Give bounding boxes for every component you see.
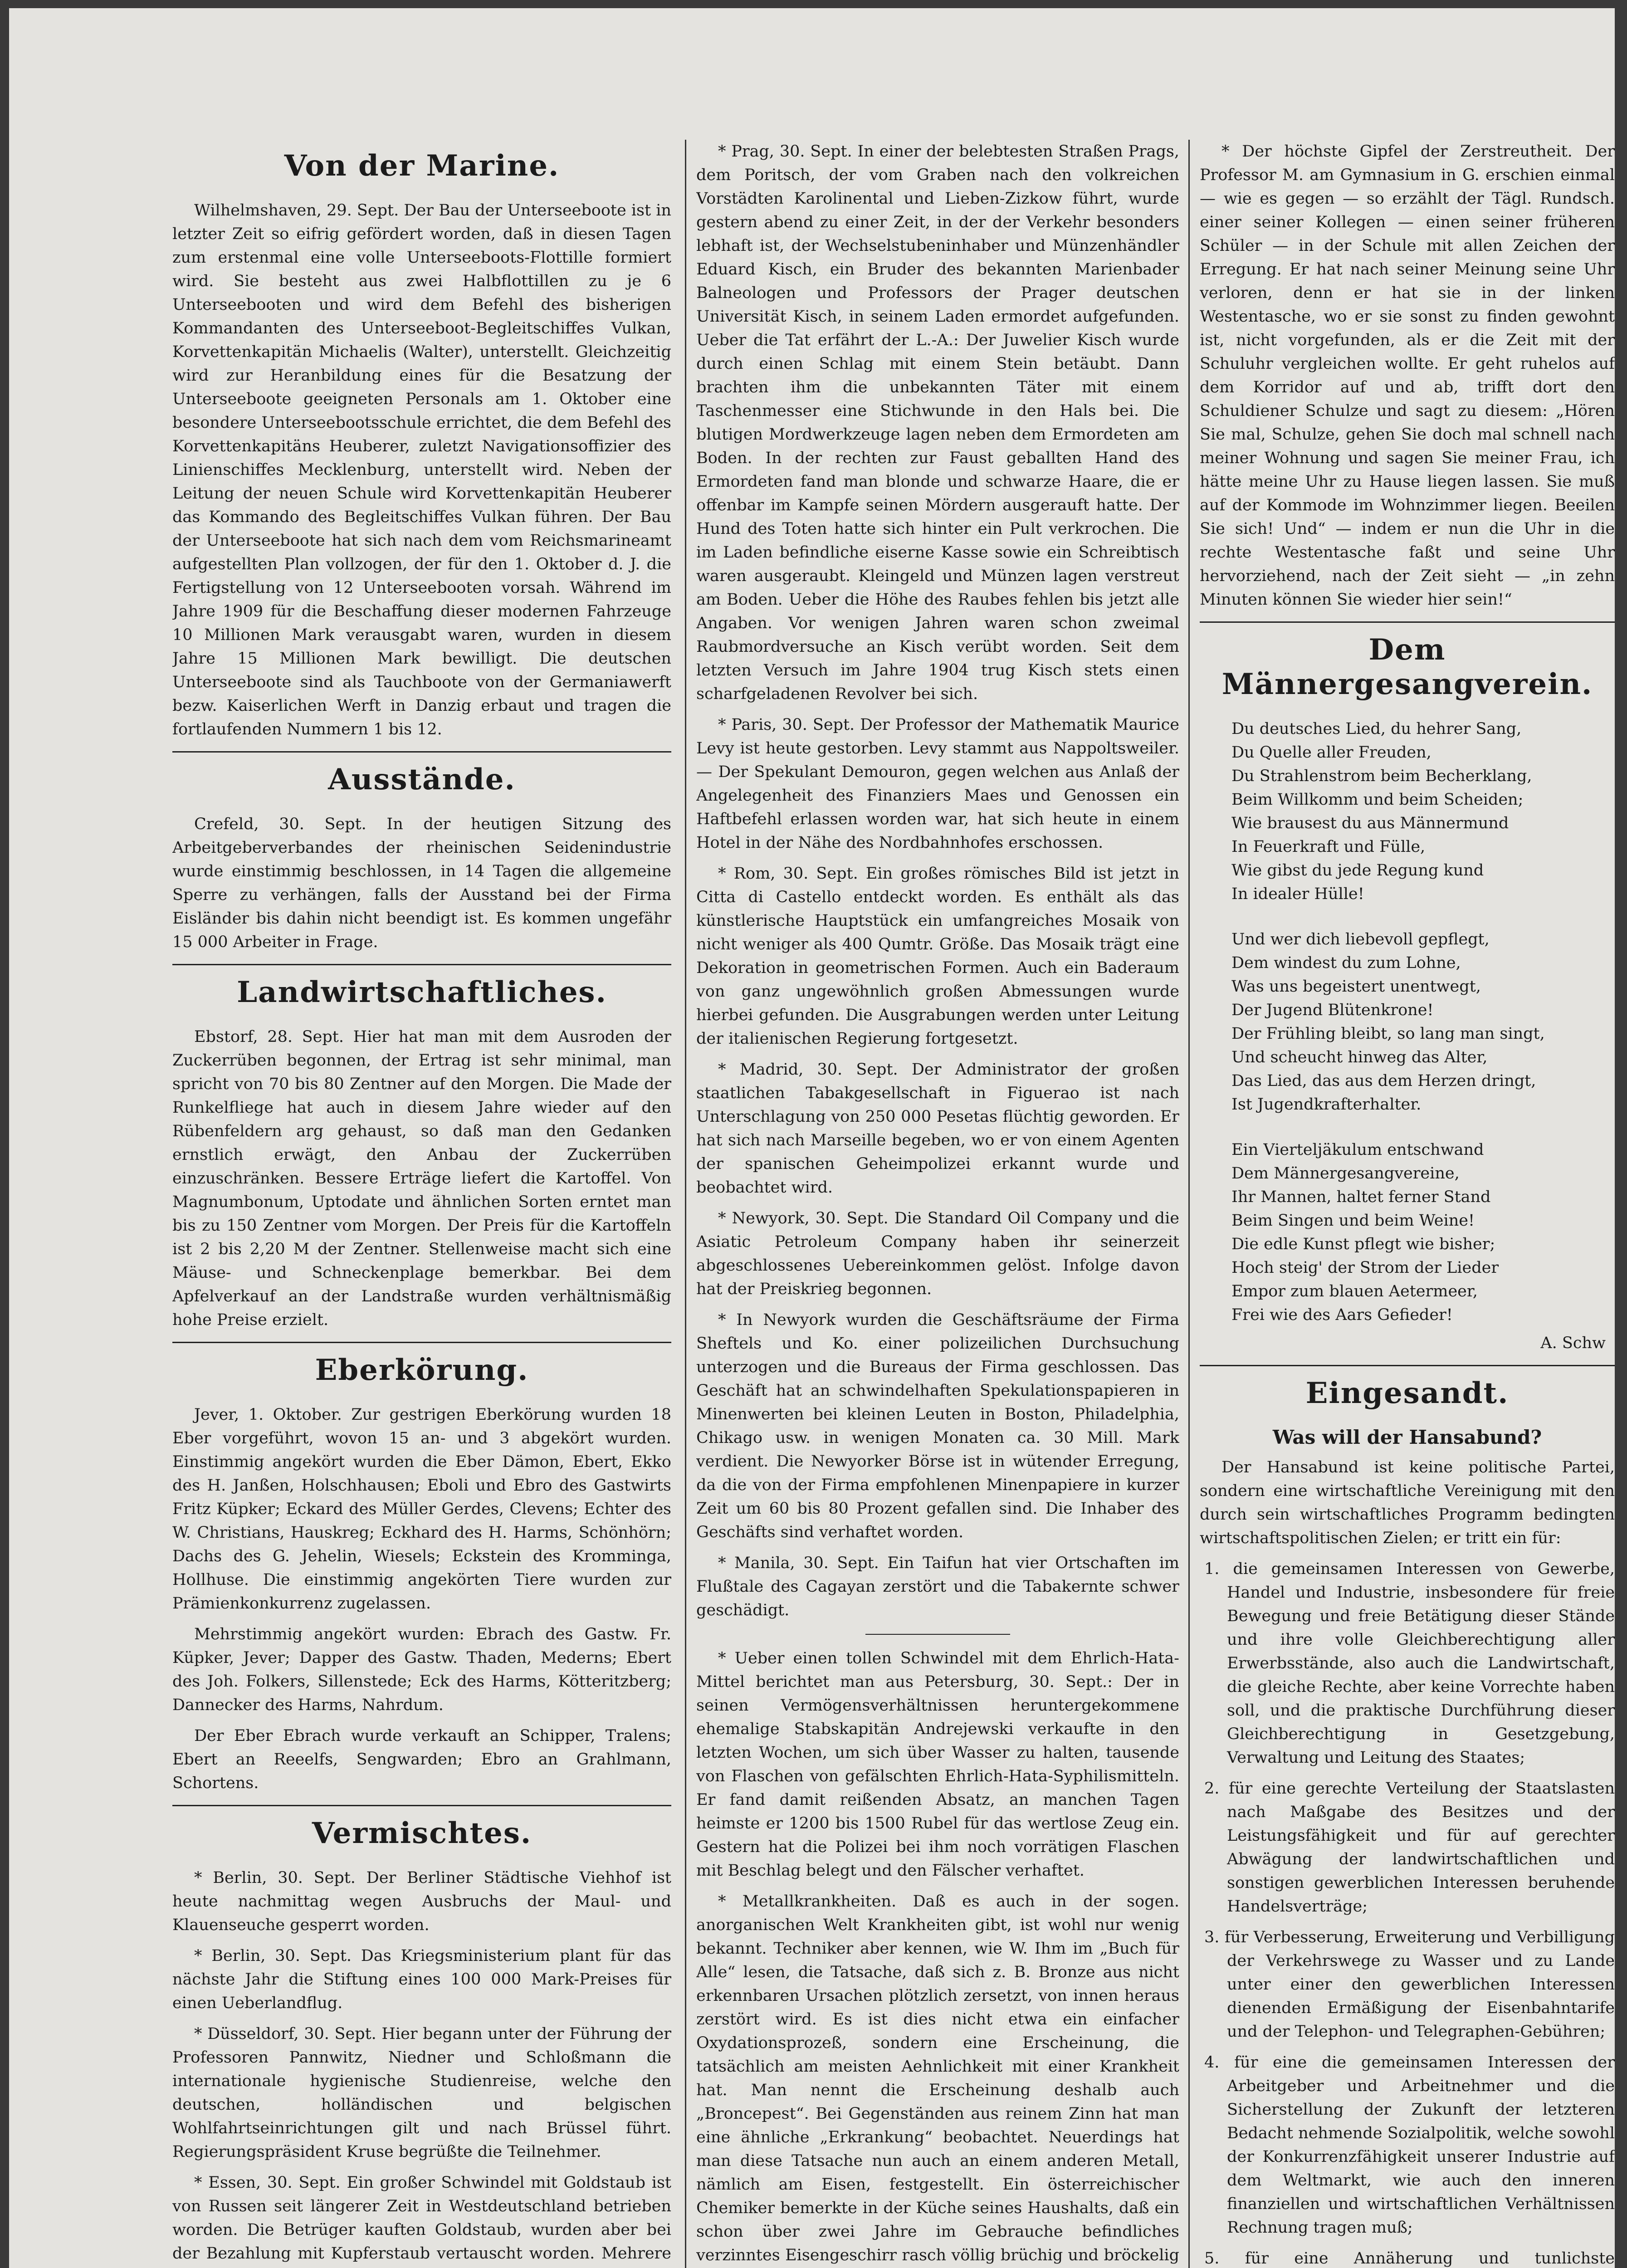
poem-title: Dem Männergesangverein.: [1221, 633, 1593, 701]
poem-line: Die edle Kunst pflegt wie bisher;: [1231, 1235, 1495, 1253]
article-paragraph: Mehrstimmig angekört wurden: Ebrach des Gastw. Fr. Küpker, Jever; Dapper des Gastw. Thaden, Mederns; Ebert des Joh. Folkers, Sillenstede; Eck des Harms, Kötteritzberg; Dannecker des Harms, Nahrdum.: [172, 1625, 671, 1714]
poem-line: Frei wie des Aars Gefieder!: [1231, 1306, 1453, 1324]
list-item: 5. für eine Annäherung und tunlichste: [1204, 2249, 1615, 2268]
poem-line: Du Strahlenstrom beim Becherklang,: [1231, 767, 1532, 785]
list-item: 3. für Verbesserung, Erweiterung und Verbilligung der Verkehrswege zu Wasser und zu Lande unter einer den gewerblichen Interessen dienenden Ermäßigung der Eisenbahntarife und der Telephon- und Telegraphen-Gebühren;: [1204, 1928, 1615, 2041]
section-title-landwirtschaft: Landwirtschaftliches.: [237, 975, 607, 1009]
article-paragraph: * Der höchste Gipfel der Zerstreutheit. Der Professor M. am Gymnasium in G. erschien einmal — wie es gegen — so erzählt der Tägl. Rundsch. einer seiner Kollegen — einen seiner früheren Schüler — in der Schule mit allen Zeichen der Erregung. Er hat nach seiner Meinung seine Uhr verloren, denn er hat sie in der linken Westentasche, wo er sie sonst zu finden gewohnt ist, nicht vorgefunden, als er die Zeit mit der Schuluhr vergleichen wollte. Er geht ruhelos auf dem Korridor auf und ab, trifft dort den Schuldiener Schulze und sagt zu diesem: „Hören Sie mal, Schulze, gehen Sie doch mal schnell nach meiner Wohnung und sagen Sie meiner Frau, ich hätte meine Uhr zu Hause liegen lassen. Sie muß auf der Kommode im Wohnzimmer liegen. Beeilen Sie sich! Und“ — indem er nun die Uhr in die rechte Westentasche faßt und seine Uhr hervorziehend, nach der Zeit sieht — „in zehn Minuten können Sie wieder hier sein!“: [1200, 142, 1615, 609]
poem-line: Das Lied, das aus dem Herzen dringt,: [1231, 1072, 1536, 1090]
poem-line: Dem Männergesangvereine,: [1231, 1164, 1460, 1183]
poem-line: Du Quelle aller Freuden,: [1231, 743, 1432, 762]
section-divider: [1200, 1365, 1615, 1366]
article-paragraph: * Paris, 30. Sept. Der Professor der Mathematik Maurice Levy ist heute gestorben. Levy stammt aus Nappoltsweiler. — Der Spekulant Demouron, gegen welchen aus Anlaß der Angelegenheit des Finanziers Maes und Genossen ein Haftbefehl erlassen worden war, hat sich heute in einem Hotel in der Nähe des Nordbahnhofes erschossen.: [696, 716, 1179, 852]
article-paragraph: Jever, 1. Oktober. Zur gestrigen Eberkörung wurden 18 Eber vorgeführt, wovon 15 an- und 3 abgekört wurden. Einstimmig angekört wurden die Eber Dämon, Ebert, Ekko des H. Janßen, Holschhausen; Eboli und Ebro des Gastwirts Fritz Küpker; Eckard des Müller Gerdes, Clevens; Echter des W. Christians, Hauskreg; Eckhard des H. Harms, Schönhörn; Dachs des G. Jehelin, Wiesels; Eckstein des Kromminga, Hollhuse. Die einstimmig angekörten Tiere wurden zur Prämienkonkurrenz zugelassen.: [172, 1406, 671, 1613]
poem-line: Beim Singen und beim Weine!: [1231, 1212, 1475, 1230]
right-column: [1200, 140, 1615, 2268]
stanza-gap: [1200, 906, 1615, 928]
middle-column: [696, 140, 1179, 2268]
poem-line: Der Frühling bleibt, so lang man singt,: [1231, 1025, 1545, 1043]
article-paragraph: * Essen, 30. Sept. Ein großer Schwindel mit Goldstaub ist von Russen seit längerer Zeit in Westdeutschland betrieben worden. Die Betrüger kauften Goldstaub, wurden aber bei der Bezahlung mit Kupferstaub vertauscht worden. Mehrere: [172, 2174, 671, 2263]
article-paragraph: Crefeld, 30. Sept. In der heutigen Sitzung des Arbeitgeberverbandes der rheinischen Seidenindustrie wurde einstimmig beschlossen, in 14 Tagen die allgemeine Sperre zu verhängen, falls der Ausstand bei der Firma Eisländer bis dahin nicht beendigt ist. Es kommen ungefähr 15 000 Arbeiter in Frage.: [172, 815, 671, 951]
article-paragraph: * In Newyork wurden die Geschäftsräume der Firma Sheftels und Ko. einer polizeilichen Durchsuchung unterzogen und die Bureaus der Firma geschlossen. Das Geschäft hat an schwindelhaften Spekulationspapieren in Minenwerten bei kleinen Leuten in Boston, Philadelphia, Chikago usw. in wenigen Monaten ca. 30 Mill. Mark verdient. Die Newyorker Börse ist in wütender Erregung, da die von der Firma empfohlenen Minenpapiere in kurzer Zeit um 60 bis 80 Prozent gefallen sind. Die Inhaber des Geschäfts sind verhaftet worden.: [696, 1311, 1179, 1541]
eingesandt-subtitle: Was will der Hansabund?: [1272, 1426, 1542, 1448]
article-paragraph: * Manila, 30. Sept. Ein Taifun hat vier Ortschaften im Flußtale des Cagayan zerstört und die Tabakernte schwer geschädigt.: [696, 1554, 1179, 1619]
poem-line: Ein Vierteljäkulum entschwand: [1231, 1141, 1484, 1159]
column-divider-1: [685, 140, 686, 2268]
section-divider: [172, 964, 671, 965]
section-divider: [172, 1342, 671, 1343]
article-paragraph: * Madrid, 30. Sept. Der Administrator der großen staatlichen Tabakgesellschaft in Figuerao ist nach Unterschlagung von 250 000 Pesetas flüchtig geworden. Er hat sich nach Marseille begeben, wo er von einem Agenten der spanischen Geheimpolizei erkannt wurde und beobachtet wird.: [696, 1061, 1179, 1197]
article-paragraph: * Berlin, 30. Sept. Das Kriegsministerium plant für das nächste Jahr die Stiftung eines 100 000 Mark-Preises für einen Ueberlandflug.: [172, 1947, 671, 2012]
eingesandt-title: Eingesandt.: [1305, 1376, 1509, 1410]
poem-line: In Feuerkraft und Fülle,: [1231, 838, 1426, 856]
article-paragraph: Ebstorf, 28. Sept. Hier hat man mit dem Ausroden der Zuckerrüben begonnen, der Ertrag ist sehr minimal, man spricht von 70 bis 80 Zentner auf den Morgen. Die Made der Runkelfliege hat auch in diesem Jahre wieder auf den Rübenfeldern arg gehaust, so daß man den Gedanken ernstlich erwägt, den Anbau der Zuckerrüben einzuschränken. Bessere Erträge liefert die Kartoffel. Von Magnumbonum, Uptodate und ähnlichen Sorten erntet man bis zu 150 Zentner vom Morgen. Der Preis für die Kartoffeln ist 2 bis 2,20 M der Zentner. Stellenweise macht sich eine Mäuse- und Schneckenplage bemerkbar. Bei dem Apfelverkauf an der Landstraße wurden verhältnismäßig hohe Preise erzielt.: [172, 1028, 671, 1329]
section-divider: [1200, 621, 1615, 623]
list-item: 1. die gemeinsamen Interessen von Gewerbe, Handel und Industrie, insbesondere für freie Bewegung und freie Betätigung dieser Stände und ihre volle Gleichberechtigung aller Erwerbsstände, also auch die Landwirtschaft, die gleiche Rechte, aber keine Vorrechte haben soll, und die praktische Durchführung dieser Gleichberechtigung in Gesetzgebung, Verwaltung und Leitung des Staates;: [1204, 1560, 1615, 1767]
article-paragraph: * Metallkrankheiten. Daß es auch in der sogen. anorganischen Welt Krankheiten gibt, ist wohl nur wenig bekannt. Techniker aber kennen, wie W. Ihm im „Buch für Alle“ lesen, die Tatsache, daß sich z. B. Bronze aus nicht erkennbaren Ursachen plötzlich zersetzt, von innen heraus zerstört wird. Es ist dies nicht etwa ein einfacher Oxydationsprozeß, sondern eine Erscheinung, die tatsächlich am meisten Aehnlichkeit mit einer Krankheit hat. Man nennt die Erscheinung deshalb auch „Broncepest“. Bei Gegenständen aus reinem Zinn hat man eine ähnliche „Erkrankung“ beobachtet. Neuerdings hat man diese Tatsache nun auch an einem anderen Metall, nämlich am Eisen, festgestellt. Ein österreichischer Chemiker bemerkte in der Küche seines Haushalts, daß ein schon über zwei Jahre im Gebrauche befindliches verzinntes Eisengeschirr rasch völlig brüchig und bröckelig: [696, 1892, 1179, 2264]
article-paragraph: Wilhelmshaven, 29. Sept. Der Bau der Unterseeboote ist in letzter Zeit so eifrig gefördert worden, daß in diesen Tagen zum erstenmal eine volle Unterseeboots-Flottille formiert wird. Sie besteht aus zwei Halbflottillen zu je 6 Unterseebooten und wird dem Befehl des bisherigen Kommandanten des Unterseeboot-Begleitschiffes Vulkan, Korvettenkapitän Michaelis (Walter), unterstellt. Gleichzeitig wird zur Heranbildung eines für die Besatzung der Unterseeboote geeigneten Personals am 1. Oktober eine besondere Unterseebootsschule errichtet, die dem Befehl des Korvettenkapitäns Heuberer, zuletzt Navigationsoffizier des Linienschiffes Mecklenburg, unterstellt wird. Neben der Leitung der neuen Schule wird Korvettenkapitän Heuberer das Kommando des Begleitschiffes Vulkan führen. Der Bau der Unterseeboote hat sich nach dem vom Reichsmarineamt aufgestellten Plan vollzogen, der für den 1. Oktober d. J. die Fertigstellung von 12 Unterseebooten vorsah. Während im Jahre 1909 für die Beschaffung dieser modernen Fahrzeuge 10 Millionen Mark verausgabt waren, wurden in diesem Jahre 15 Millionen Mark bewilligt. Die deutschen Unterseeboote sind als Tauchboote von der Germaniawerft bezw. Kaiserlichen Werft in Danzig erbaut und tragen die fortlaufenden Nummern 1 bis 12.: [172, 201, 671, 738]
article-paragraph: * Düsseldorf, 30. Sept. Hier begann unter der Führung der Professoren Pannwitz, Niedner und Schloßmann die internationale hygienische Studienreise, welche den deutschen, holländischen und belgischen Wohlfahrtseinrichtungen gilt und nach Brüssel führt. Regierungspräsident Kruse begrüßte die Teilnehmer.: [172, 2025, 671, 2161]
list-item: 2. für eine gerechte Verteilung der Staatslasten nach Maßgabe des Besitzes und der Leistungsfähigkeit und für auf gerechter Abwägung der landwirtschaftlichen und sonstigen gewerblichen Interessen beruhende Handelsverträge;: [1204, 1779, 1615, 1916]
article-paragraph: * Prag, 30. Sept. In einer der belebtesten Straßen Prags, dem Poritsch, der vom Graben nach den volkreichen Vorstädten Karolinental und Lieben-Zizkow führt, wurde gestern abend zu einer Zeit, in der der Verkehr besonders lebhaft ist, der Wechselstubeninhaber und Münzenhändler Eduard Kisch, ein Bruder des bekannten Marienbader Balneologen und Professors der Prager deutschen Universität Kisch, in seinem Laden ermordet aufgefunden. Ueber die Tat erfährt der L.-A.: Der Juwelier Kisch wurde durch einen Schlag mit einem Stein betäubt. Dann brachten ihm die unbekannten Täter mit einem Taschenmesser eine Stichwunde in den Hals bei. Die blutigen Mordwerkzeuge lagen neben dem Ermordeten am Boden. In der rechten zur Faust geballten Hand des Ermordeten fand man blonde und schwarze Haare, die er offenbar im Kampfe seinen Mördern ausgerauft hatte. Der Hund des Toten hatte sich hinter ein Pult verkrochen. Die im Laden befindliche eiserne Kasse sowie ein Schreibtisch waren ausgeraubt. Kleingeld und Münzen lagen verstreut am Boden. Ueber die Höhe des Raubes fehlen bis jetzt alle Angaben. Vor wenigen Jahren waren schon zweimal Raubmordversuche an Kisch verübt worden. Seit dem letzten Versuch im Jahre 1904 trug Kisch stets einen scharfgeladenen Revolver bei sich.: [696, 142, 1179, 703]
poem-line: Du deutsches Lied, du hehrer Sang,: [1231, 720, 1522, 738]
poem-line: Und wer dich liebevoll gepflegt,: [1231, 930, 1490, 948]
article-paragraph: * Newyork, 30. Sept. Die Standard Oil Company und die Asiatic Petroleum Company haben ihr seinerzeit abgeschlossenes Uebereinkommen gelöst. Infolge davon hat der Preiskrieg begonnen.: [696, 1209, 1179, 1298]
section-divider: [172, 1805, 671, 1806]
stanza-gap: [1200, 1116, 1615, 1138]
poem: [1200, 717, 1615, 1355]
hansabund-list: [1200, 1557, 1615, 2268]
poem-line: Was uns begeistert unentwegt,: [1231, 978, 1481, 996]
poem-line: Wie brausest du aus Männermund: [1231, 814, 1509, 832]
section-title-marine: Von der Marine.: [284, 149, 560, 183]
left-column: [172, 140, 671, 2268]
column-divider-2: [1188, 140, 1190, 2268]
article-paragraph: Der Eber Ebrach wurde verkauft an Schipper, Tralens; Ebert an Reeelfs, Sengwarden; Ebro an Grahlmann, Schortens.: [172, 1727, 671, 1792]
poem-line: Hoch steig' der Strom der Lieder: [1231, 1259, 1499, 1277]
poem-line: Und scheucht hinweg das Alter,: [1231, 1048, 1488, 1066]
article-paragraph: * Ueber einen tollen Schwindel mit dem Ehrlich-Hata-Mittel berichtet man aus Petersburg, 30. Sept.: Der in seinen Vermögensverhältnissen heruntergekommene ehemalige Stabskapitän Andrejewski verkaufte in den letzten Wochen, um sich über Wasser zu halten, tausende von Flaschen von gefälschten Ehrlich-Hata-Syphilismitteln. Er fand damit reißenden Absatz, an manchen Tagen heimste er 1200 bis 1500 Rubel für das wertlose Zeug ein. Gestern hat die Polizei bei ihm noch vorrätigen Flaschen mit Beschlag belegt und den Fälscher verhaftet.: [696, 1649, 1179, 1880]
poem-line: Dem windest du zum Lohne,: [1231, 954, 1461, 972]
newspaper-page: [9, 8, 1615, 2268]
poem-line: Wie gibst du jede Regung kund: [1231, 861, 1484, 880]
poem-line: Der Jugend Blütenkrone!: [1231, 1001, 1434, 1019]
section-title-ausstaende: Ausstände.: [328, 763, 516, 797]
poem-line: Empor zum blauen Aetermeer,: [1231, 1282, 1478, 1300]
section-title-eberkoerung: Eberkörung.: [315, 1353, 529, 1387]
article-paragraph: * Rom, 30. Sept. Ein großes römisches Bild ist jetzt in Citta di Castello entdeckt worden. Es enthält als das künstlerische Hauptstück ein umfangreiches Mosaik von nicht weniger als 400 Qumtr. Größe. Das Mosaik trägt eine Dekoration in geometrischen Formen. Auch ein Baderaum von ganz ungewöhnlich großen Abmessungen wurde hierbei gefunden. Die Ausgrabungen werden unter Leitung der italienischen Regierung fortgesetzt.: [696, 865, 1179, 1048]
article-paragraph: * Berlin, 30. Sept. Der Berliner Städtische Viehhof ist heute nachmittag wegen Ausbruchs der Maul- und Klauenseuche gesperrt worden.: [172, 1869, 671, 1934]
section-title-vermischtes: Vermischtes.: [312, 1816, 532, 1850]
list-item: 4. für eine die gemeinsamen Interessen der Arbeitgeber und Arbeitnehmer und die Sicherstellung der Zukunft der letzteren Bedacht nehmende Sozialpolitik, welche sowohl der Konkurrenzfähigkeit unserer Industrie auf dem Weltmarkt, wie auch den inneren finanziellen und wirtschaftlichen Verhältnissen Rechnung tragen muß;: [1204, 2053, 1615, 2237]
short-divider: [865, 1634, 1011, 1635]
poem-line: Ihr Mannen, haltet ferner Stand: [1231, 1188, 1491, 1206]
poem-author: A. Schw: [1540, 1334, 1606, 1352]
section-divider: [172, 751, 671, 753]
poem-line: In idealer Hülle!: [1231, 885, 1364, 903]
poem-line: Beim Willkomm und beim Scheiden;: [1231, 791, 1524, 809]
article-paragraph: Der Hansabund ist keine politische Partei, sondern eine wirtschaftliche Vereinigung mit den durch sein wirtschaftliches Programm bedingten wirtschaftspolitischen Zielen; er tritt ein für:: [1200, 1458, 1615, 1547]
poem-line: Ist Jugendkrafterhalter.: [1231, 1095, 1422, 1114]
